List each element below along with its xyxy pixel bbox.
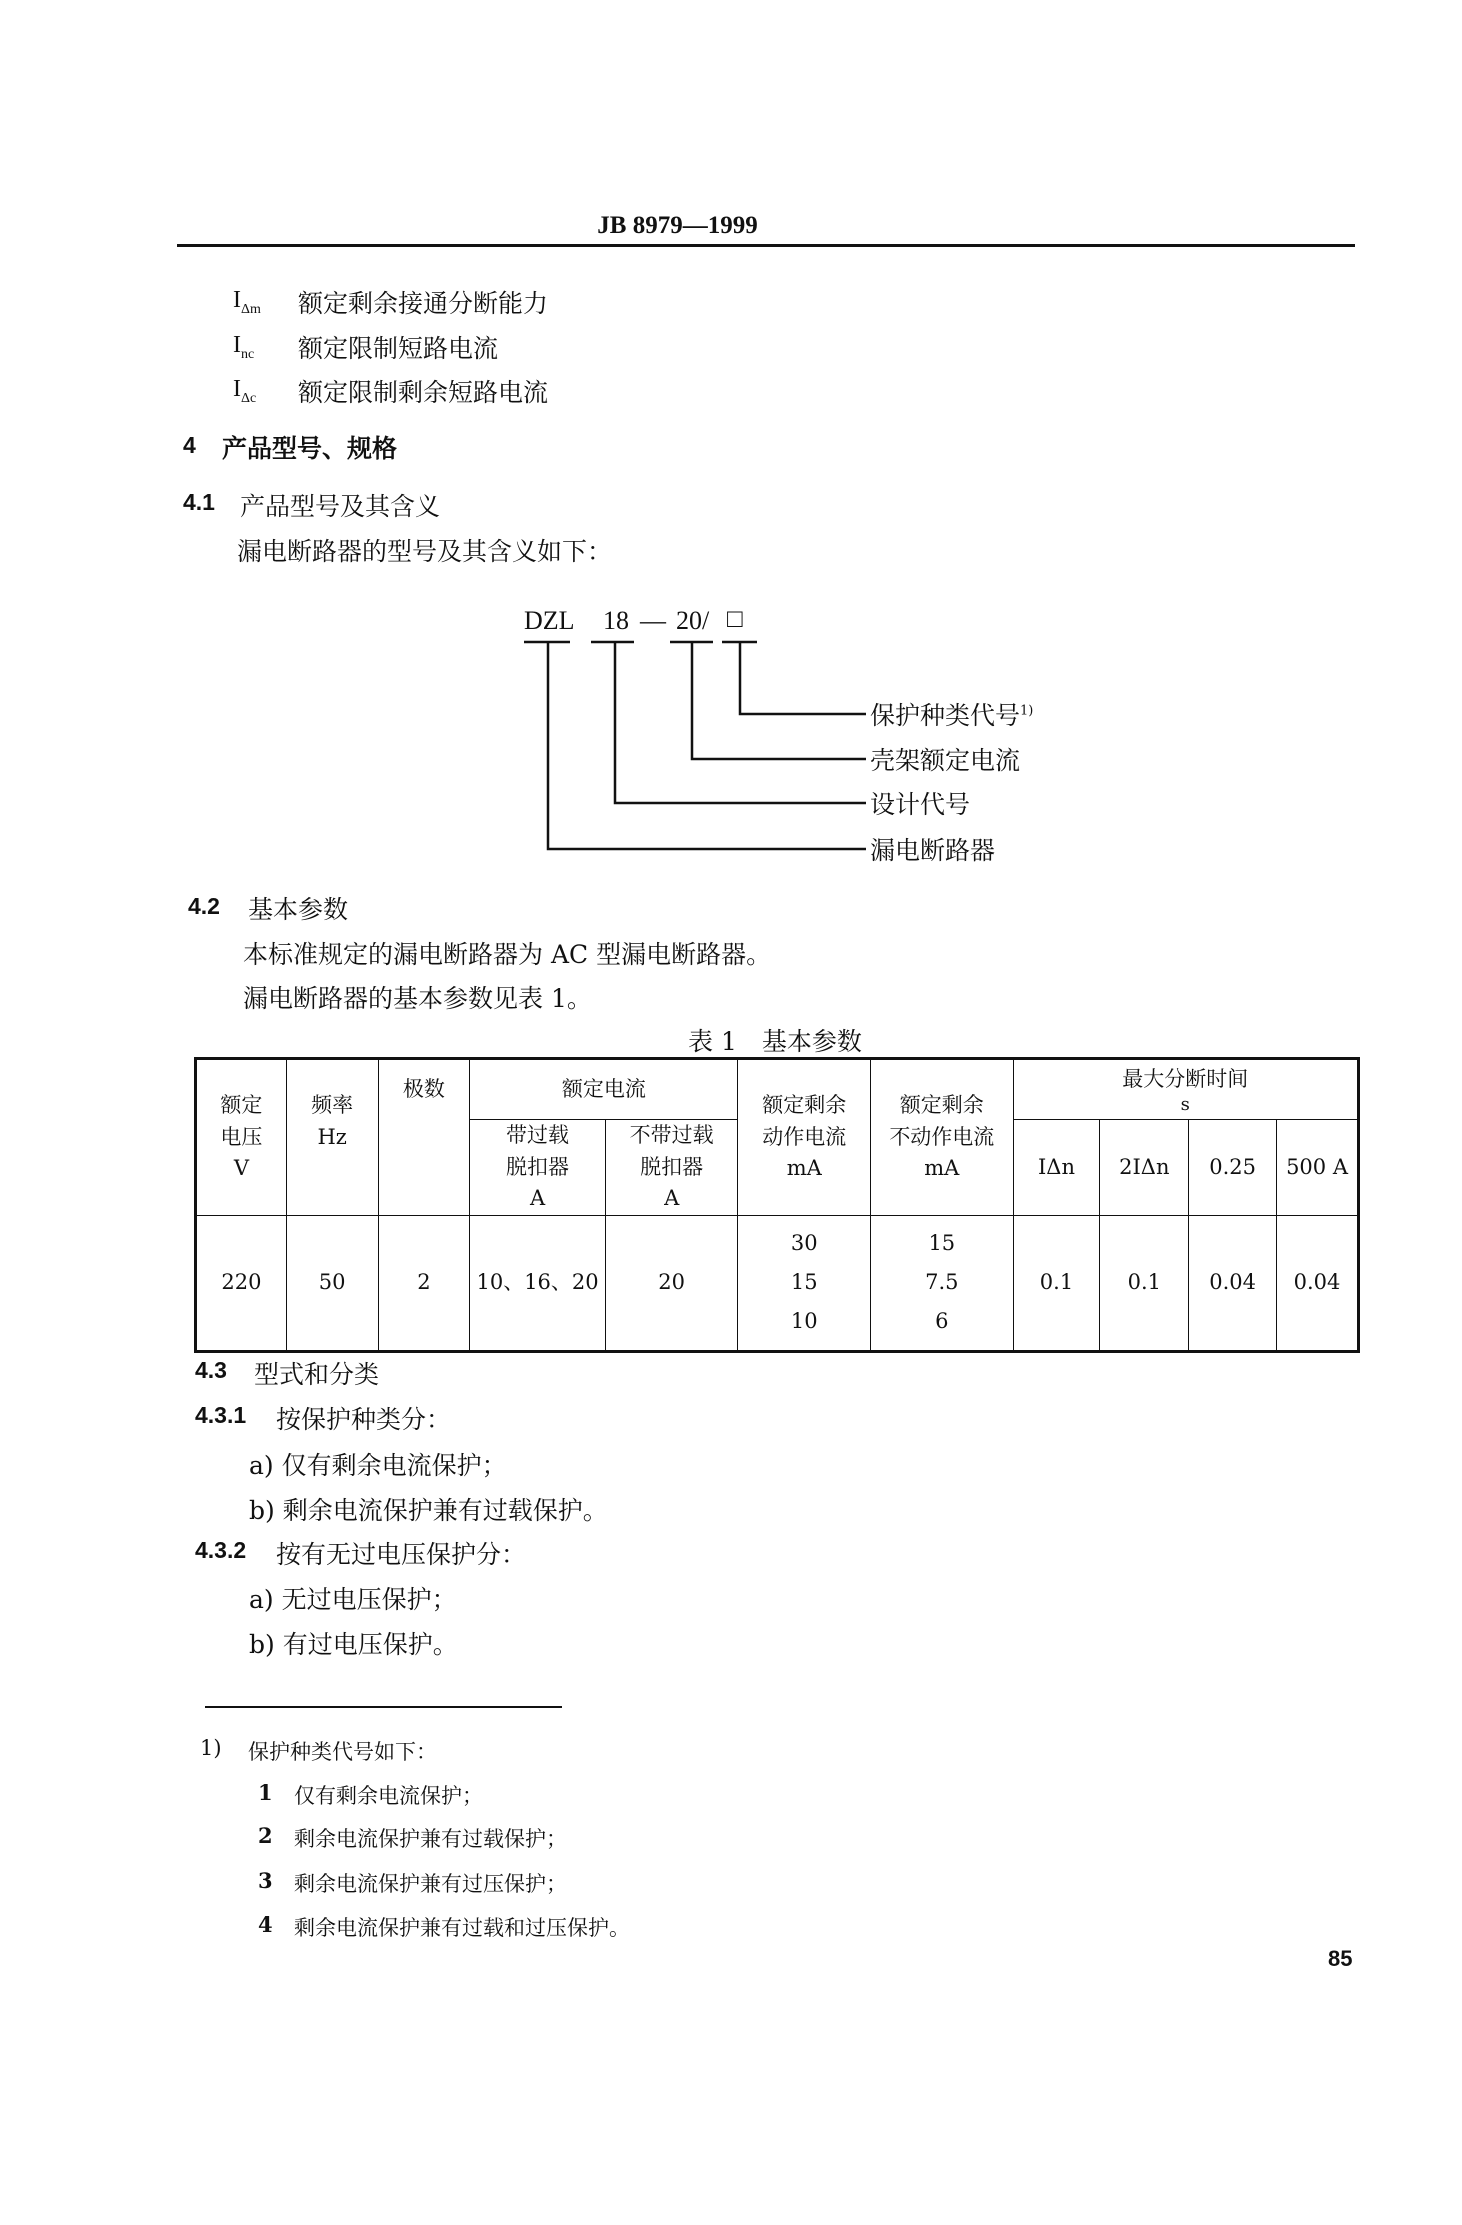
symbol-desc: 额定剩余接通分断能力 xyxy=(298,289,549,318)
footnote-item-number: 4 xyxy=(258,1912,273,1937)
list-item: b) 有过电压保护。 xyxy=(249,1630,458,1659)
symbol-i-delta-m: $I_{\Delta m}$ xyxy=(233,287,261,317)
list-item: a) 无过电压保护； xyxy=(249,1585,457,1614)
symbol-desc: 额定限制短路电流 xyxy=(298,334,499,363)
list-item: a) 仅有剩余电流保护； xyxy=(249,1451,507,1480)
header-current-with-overload: 带过载 脱扣器 A xyxy=(470,1120,606,1216)
cell-frequency: 50 xyxy=(286,1215,378,1351)
header-time-2idn: 2IΔn xyxy=(1100,1120,1189,1216)
cell-current-with-overload: 10、16、20 xyxy=(470,1215,606,1351)
list-item: b) 剩余电流保护兼有过载保护。 xyxy=(249,1496,608,1525)
section-title: 型式和分类 xyxy=(254,1360,380,1389)
footnote-item-text: 剩余电流保护兼有过载和过压保护。 xyxy=(294,1916,630,1940)
cell-voltage: 220 xyxy=(196,1215,287,1351)
diagram-label-protection-type: 保护种类代号$^{1)}$ xyxy=(870,701,1034,730)
section-number: 4.3.2 xyxy=(195,1537,247,1563)
symbol-i-nc: $I_{nc}$ xyxy=(233,332,255,362)
section-number: 4.2 xyxy=(188,893,220,919)
section-title: 产品型号、规格 xyxy=(222,434,398,463)
paragraph: 本标准规定的漏电断路器为 AC 型漏电断路器。 xyxy=(243,940,772,969)
model-code-prefix: DZL xyxy=(524,606,575,635)
section-number: 4.3 xyxy=(195,1357,227,1383)
cell-poles: 2 xyxy=(378,1215,470,1351)
paragraph: 漏电断路器的基本参数见表 1。 xyxy=(243,984,592,1013)
footnote-item-number: 1 xyxy=(258,1780,273,1805)
footnote-item-text: 剩余电流保护兼有过压保护； xyxy=(294,1872,567,1896)
footnote-mark: 1) xyxy=(200,1736,222,1760)
section-number: 4 xyxy=(183,432,196,458)
model-code-current: 20/ xyxy=(676,606,710,635)
cell-time-idn: 0.1 xyxy=(1013,1215,1100,1351)
header-time-500a: 500 A xyxy=(1277,1120,1359,1216)
header-time-idn: IΔn xyxy=(1013,1120,1100,1216)
section-title: 基本参数 xyxy=(248,895,349,924)
footnote-item-number: 3 xyxy=(258,1868,273,1893)
cell-current-without-overload: 20 xyxy=(605,1215,738,1351)
cell-residual-operating: 30 15 10 xyxy=(738,1215,871,1351)
model-code-design: 18 xyxy=(603,606,629,635)
footnote-item-number: 2 xyxy=(258,1823,273,1848)
cell-time-500a: 0.04 xyxy=(1277,1215,1359,1351)
header-poles: 极数 xyxy=(378,1059,470,1216)
footnote-intro: 保护种类代号如下： xyxy=(248,1740,437,1764)
table-caption: 表 1 基本参数 xyxy=(688,1027,862,1056)
header-residual-non-operating: 额定剩余 不动作电流 mA xyxy=(871,1059,1014,1216)
symbol-desc: 额定限制剩余短路电流 xyxy=(298,378,549,407)
paragraph: 漏电断路器的型号及其含义如下： xyxy=(237,537,613,566)
diagram-label-frame-current: 壳架额定电流 xyxy=(870,746,1021,775)
section-number: 4.3.1 xyxy=(195,1402,247,1428)
header-voltage: 额定 电压 V xyxy=(196,1059,287,1216)
diagram-label-design-code: 设计代号 xyxy=(870,790,971,819)
section-number: 4.1 xyxy=(183,489,215,515)
cell-time-025: 0.04 xyxy=(1189,1215,1277,1351)
header-frequency: 频率 Hz xyxy=(286,1059,378,1216)
cell-time-2idn: 0.1 xyxy=(1100,1215,1189,1351)
section-title: 按有无过电压保护分： xyxy=(276,1540,527,1569)
header-rated-current: 额定电流 xyxy=(470,1059,738,1120)
model-code-box: □ xyxy=(727,604,743,633)
footnote-item-text: 剩余电流保护兼有过载保护； xyxy=(294,1827,567,1851)
basic-parameters-table xyxy=(194,1057,1360,1353)
header-time-025: 0.25 xyxy=(1189,1120,1277,1216)
doc-header: JB 8979—1999 xyxy=(597,212,758,239)
header-max-break-time: 最大分断时间 s xyxy=(1013,1059,1358,1120)
header-residual-operating: 额定剩余 动作电流 mA xyxy=(738,1059,871,1216)
symbol-i-delta-c: $I_{\Delta c}$ xyxy=(233,376,257,406)
page-number: 85 xyxy=(1328,1946,1353,1971)
model-code-diagram-lines xyxy=(0,0,1462,900)
footnote-separator xyxy=(205,1706,562,1708)
section-title: 产品型号及其含义 xyxy=(240,492,441,521)
section-title: 按保护种类分： xyxy=(276,1405,452,1434)
model-code-dash: — xyxy=(640,606,666,635)
footnote-item-text: 仅有剩余电流保护； xyxy=(294,1784,483,1808)
header-current-without-overload: 不带过载 脱扣器 A xyxy=(605,1120,738,1216)
cell-residual-non-operating: 15 7.5 6 xyxy=(871,1215,1014,1351)
diagram-label-breaker: 漏电断路器 xyxy=(870,836,996,865)
